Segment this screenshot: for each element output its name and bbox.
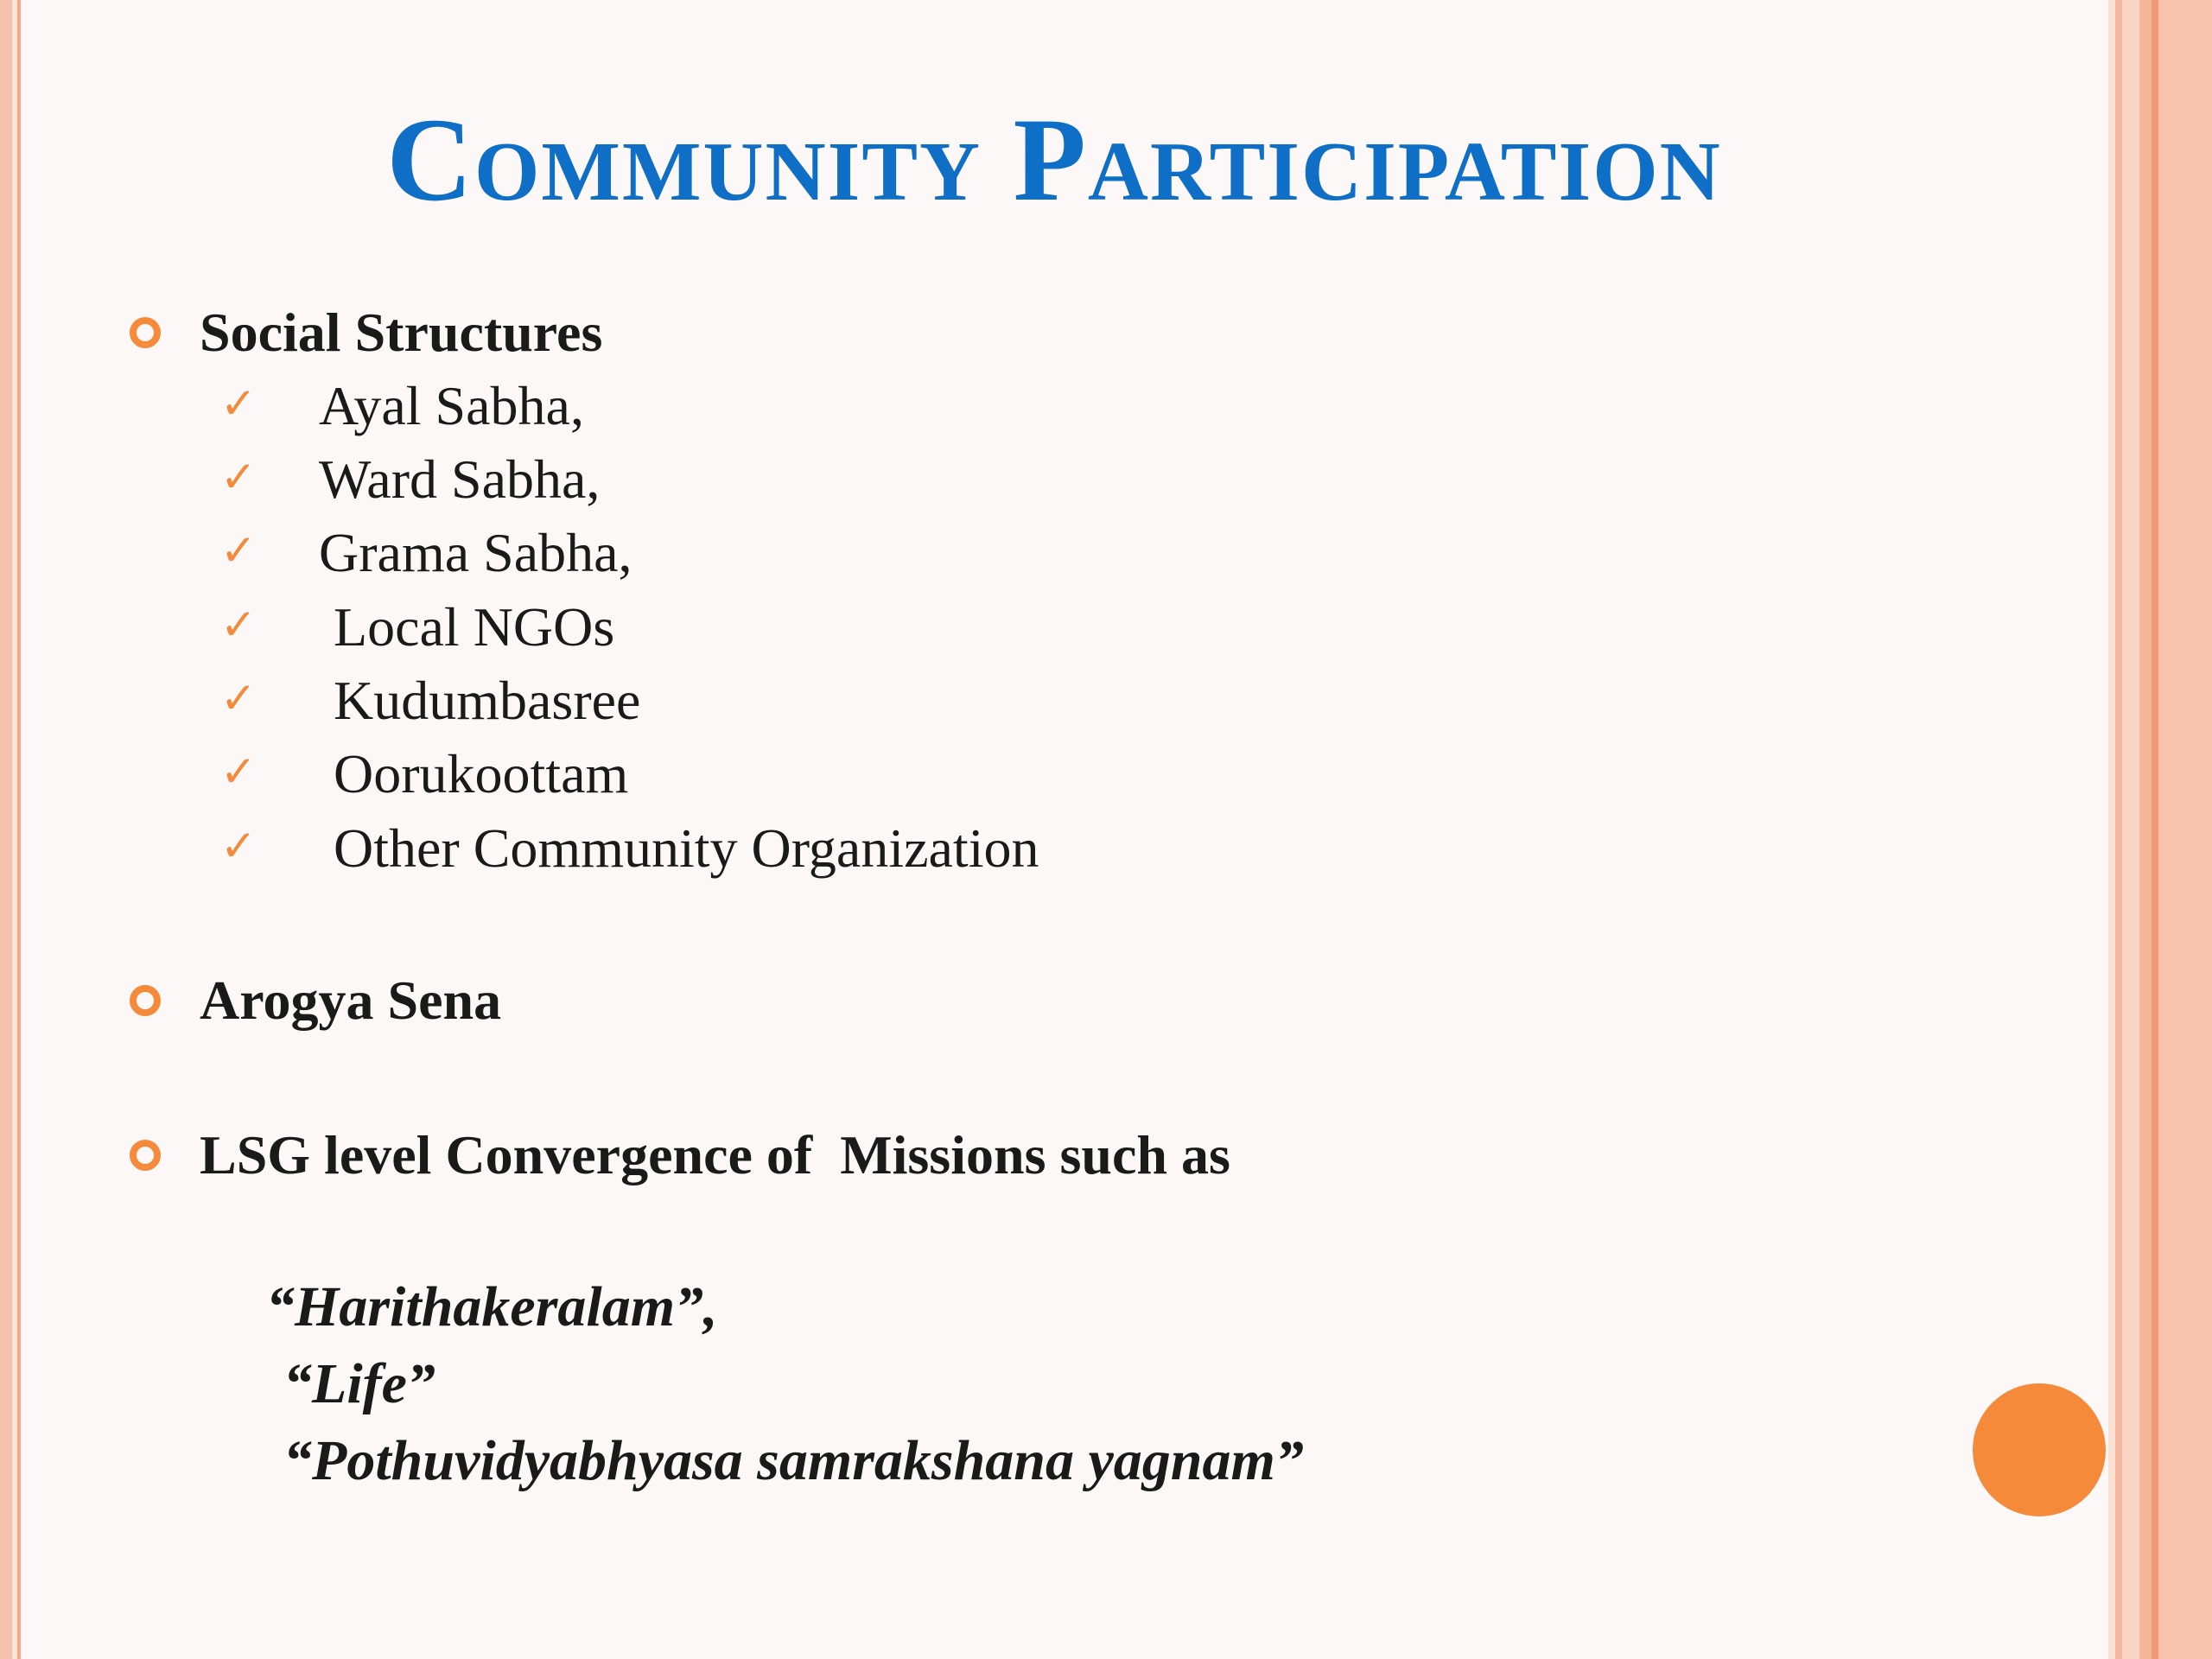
bullet-lsg-convergence [130, 1121, 1230, 1190]
checkmark-icon: ✓ [220, 673, 257, 723]
sub-item [220, 812, 1257, 885]
left-border-stripe [17, 0, 21, 1659]
checkmark-icon: ✓ [220, 378, 257, 429]
bullet-social-structures [130, 298, 603, 367]
ring-bullet-icon [130, 1140, 161, 1171]
sub-item [220, 443, 1257, 516]
sub-item [220, 738, 1257, 810]
right-border-stripe [2139, 0, 2152, 1659]
sub-item-label: Ward Sabha, [319, 448, 601, 510]
sub-item-label: Other Community Organization [334, 817, 1039, 879]
bullet-label: Social Structures [200, 302, 603, 363]
left-border-stripe [0, 0, 12, 1659]
sub-item-label: Grama Sabha, [319, 522, 632, 583]
mission-item: “Harithakeralam”, [266, 1275, 718, 1338]
bullet-label: Arogya Sena [200, 969, 502, 1031]
checkmark-icon: ✓ [220, 452, 257, 502]
right-border-stripe [2115, 0, 2122, 1659]
checkmark-icon: ✓ [220, 747, 257, 797]
right-border-stripe [2122, 0, 2139, 1659]
sub-item-label: Kudumbasree [334, 670, 641, 731]
right-border-stripe [2152, 0, 2158, 1659]
ring-bullet-icon [130, 985, 161, 1016]
checkmark-icon: ✓ [220, 821, 257, 871]
sub-item [220, 591, 1257, 664]
sub-item [220, 517, 1257, 589]
checkmark-icon: ✓ [220, 600, 257, 650]
sub-item-label: Ayal Sabha, [319, 375, 584, 436]
mission-item: “Life” [283, 1352, 435, 1415]
mission-item: “Pothuvidyabhyasa samrakshana yagnam” [283, 1429, 1304, 1492]
sub-item-label: Local NGOs [334, 596, 615, 658]
bullet-arogya-sena [130, 966, 502, 1035]
slide-title: Community Participation [386, 93, 1722, 226]
sub-item [220, 664, 1257, 737]
decorative-circle [1973, 1383, 2106, 1516]
right-border-stripe [2158, 0, 2212, 1659]
ring-bullet-icon [130, 317, 161, 348]
right-border-stripe [2108, 0, 2115, 1659]
sub-item [220, 370, 1257, 442]
checkmark-icon: ✓ [220, 525, 257, 575]
bullet-label: LSG level Convergence of Missions such as [200, 1124, 1230, 1185]
sub-item-label: Oorukoottam [334, 743, 629, 804]
